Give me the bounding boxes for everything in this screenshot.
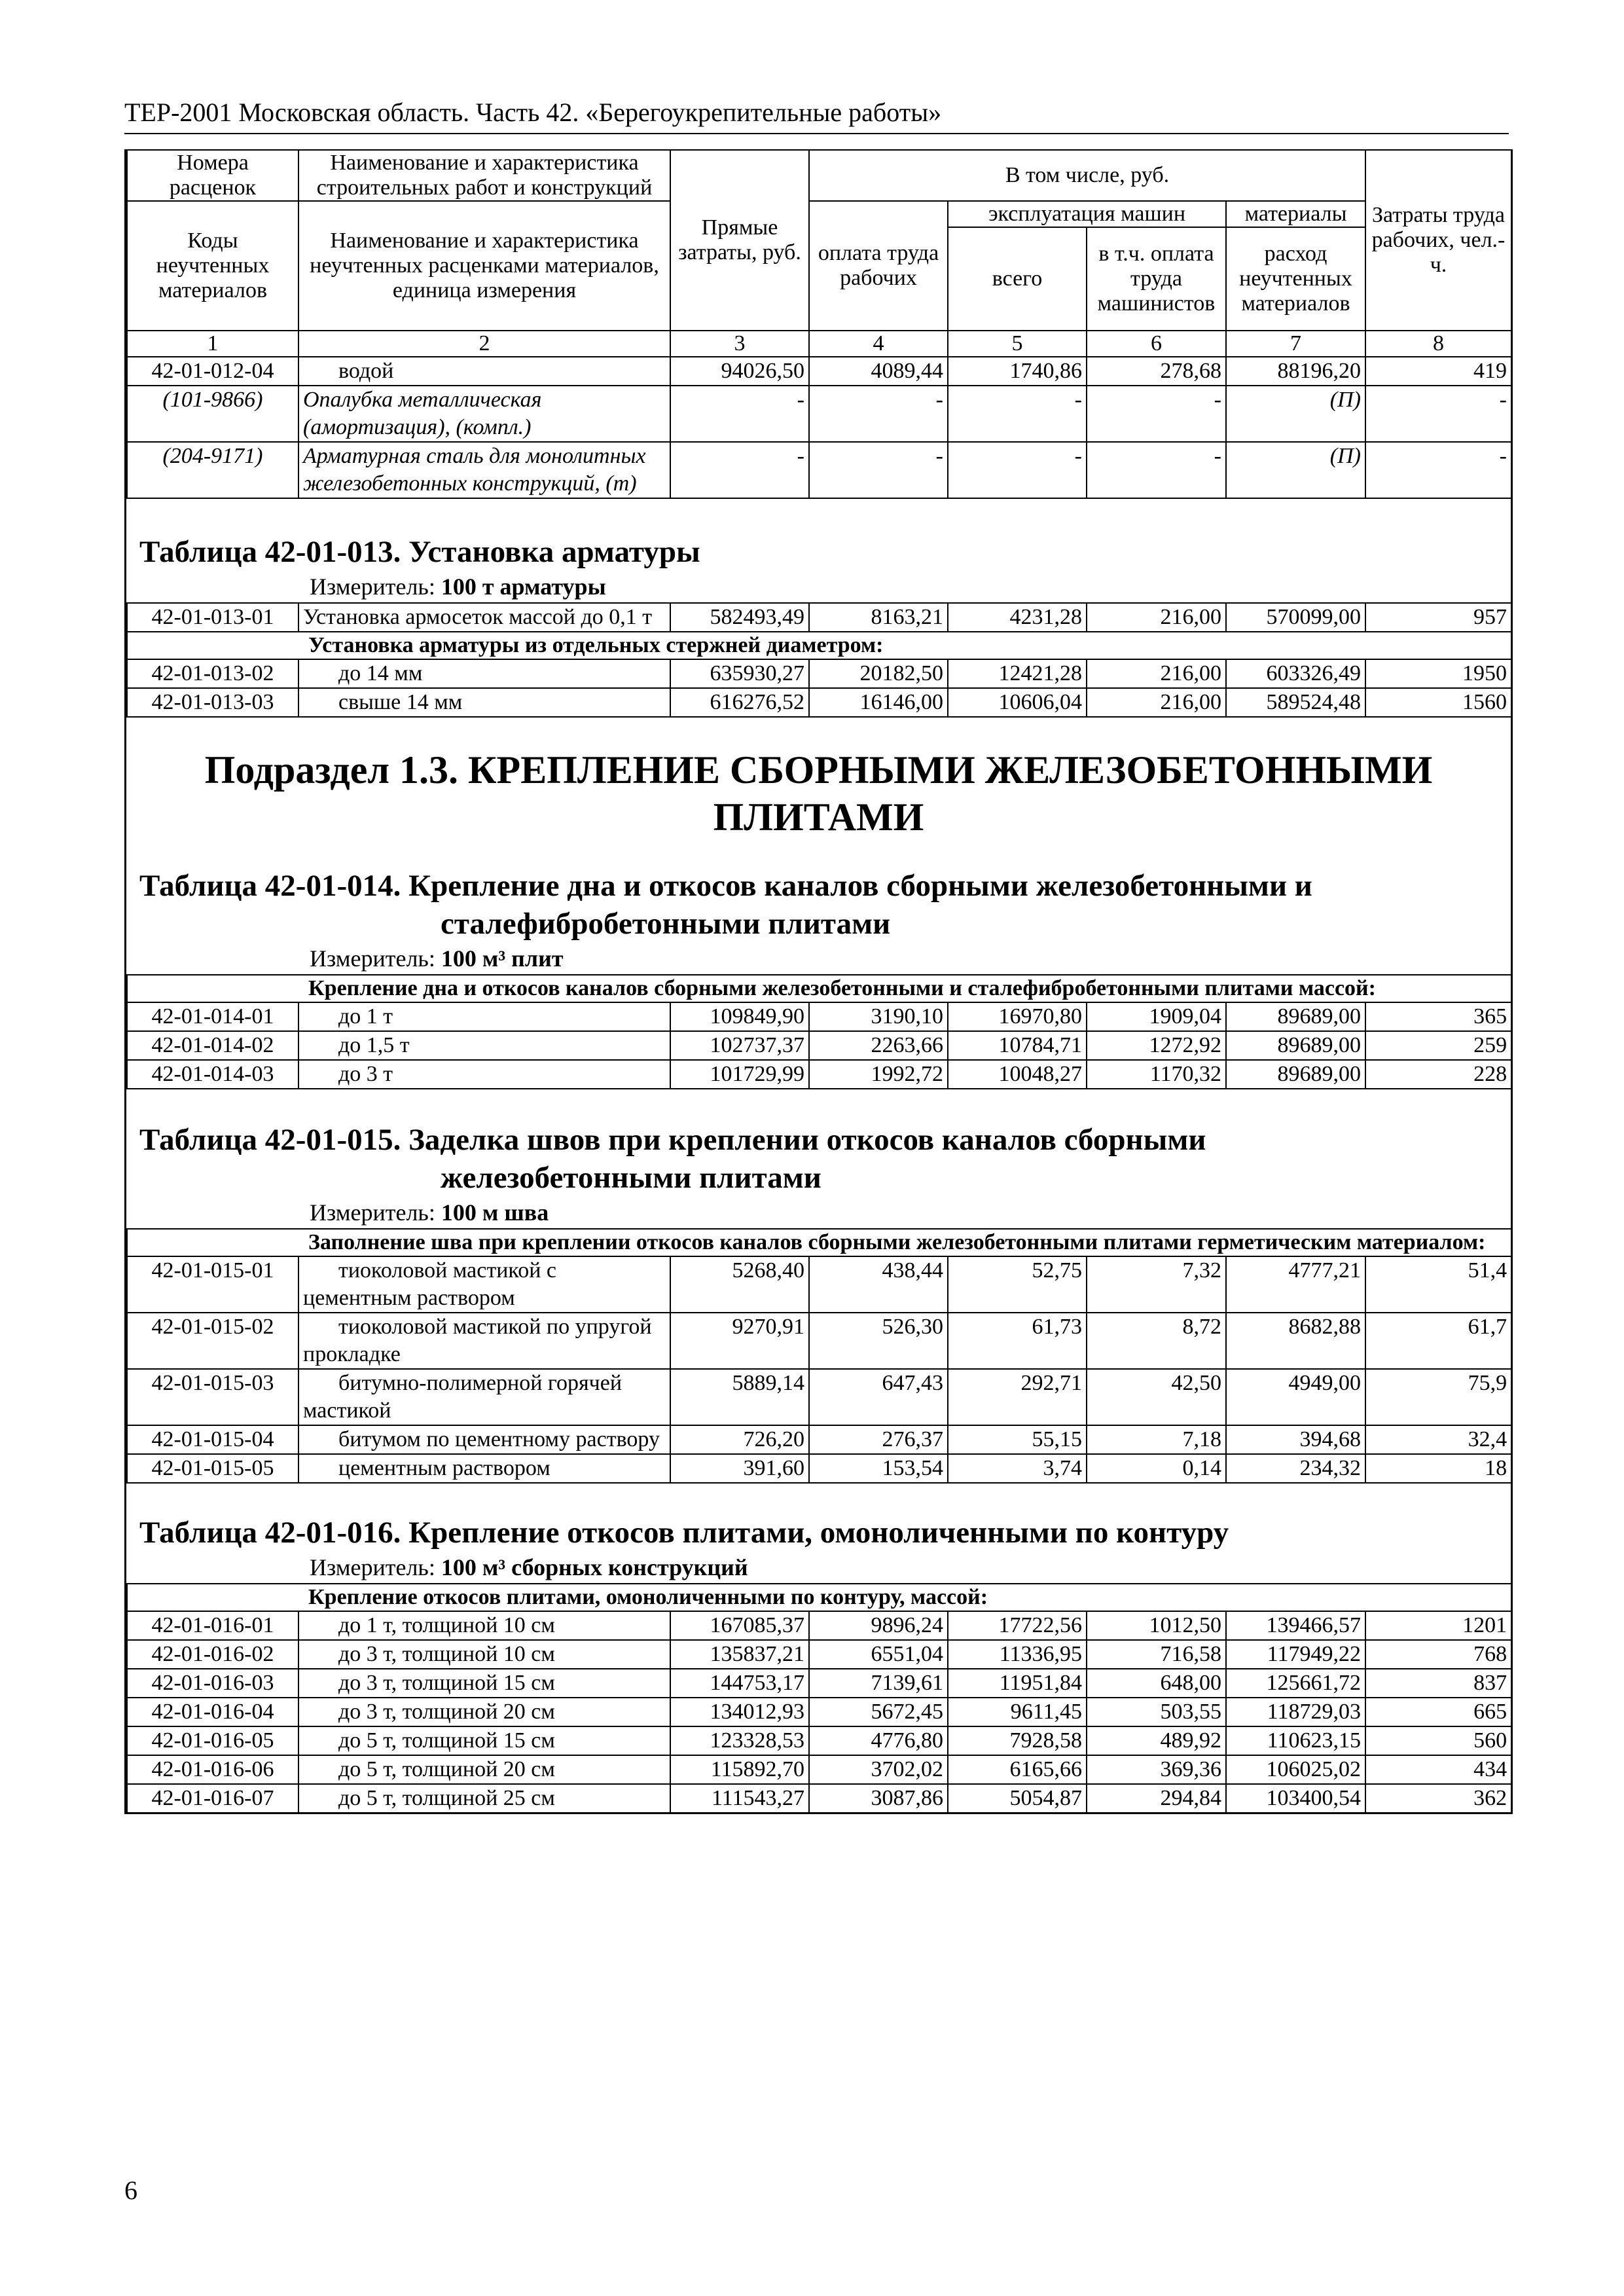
header-unaccounted-names: Наименование и характеристика неучтенных расценками материалов, единица измерения [298,201,670,331]
table-row: 42-01-015-03 битумно-полимерной горячей мастикой 5889,14 647,43 292,71 42,50 4949,00 75,9 [127,1369,1511,1425]
header-num-7: 7 [1226,331,1365,357]
table-row: 42-01-016-04 до 3 т, толщиной 20 см 134012,93 5672,45 9611,45 503,55 118729,03 665 [127,1698,1511,1726]
header-num-8: 8 [1365,331,1511,357]
header-num-6: 6 [1087,331,1226,357]
running-head: ТЕР-2001 Московская область. Часть 42. «Берегоукрепительные работы» [124,97,1509,134]
column-header [126,149,1512,357]
table-015 [126,1228,1512,1482]
header-machines: эксплуатация машин [948,201,1226,227]
header-machines-total: всего [948,227,1087,331]
table-015-title: Таблица 42-01-015. Заделка швов при креплении откосов каналов сборными железобетонными плитами [139,1123,1206,1195]
header-num-1: 1 [127,331,298,357]
table-row: 42-01-014-03 до 3 т 101729,99 1992,72 10048,27 1170,32 89689,00 228 [127,1060,1511,1088]
table-row: 42-01-016-07 до 5 т, толщиной 25 см 111543,27 3087,86 5054,87 294,84 103400,54 362 [127,1784,1511,1812]
table-015-measure: Измеритель: 100 м шва [310,1199,549,1226]
table-013-measure: Измеритель: 100 т арматуры [310,574,606,600]
page-number: 6 [124,2176,137,2205]
group-row: Установка арматуры из отдельных стержней диаметром: [127,632,1511,659]
table-012-continued [126,357,1512,498]
table-016-measure: Измеритель: 100 м³ сборных конструкций [310,1554,748,1580]
table-row: 42-01-014-02 до 1,5 т 102737,37 2263,66 10784,71 1272,92 89689,00 259 [127,1031,1511,1060]
header-codes: Номера расценок [127,150,298,201]
table-row: 42-01-015-02 тиоколовой мастикой по упругой прокладке 9270,91 526,30 61,73 8,72 8682,88 61,7 [127,1313,1511,1369]
header-num-5: 5 [948,331,1087,357]
table-014-title: Таблица 42-01-014. Крепление дна и откосов каналов сборными железобетонными и сталефибробетонными плитами [139,869,1312,941]
table-016-title: Таблица 42-01-016. Крепление откосов плитами, омоноличенными по контуру [139,1516,1229,1550]
table-row: 42-01-015-05 цементным раствором 391,60 153,54 3,74 0,14 234,32 18 [127,1454,1511,1482]
header-name: Наименование и характеристика строительных работ и конструкций [298,150,670,201]
section-title: Подраздел 1.3. КРЕПЛЕНИЕ СБОРНЫМИ ЖЕЛЕЗОБЕТОННЫМИ ПЛИТАМИ [204,748,1433,839]
table-row: 42-01-016-05 до 5 т, толщиной 15 см 123328,53 4776,80 7928,58 489,92 110623,15 560 [127,1726,1511,1755]
header-direct-costs: Прямые затраты, руб. [670,150,809,331]
table-row: 42-01-013-01 Установка армосеток массой до 0,1 т 582493,49 8163,21 4231,28 216,00 570099,00 957 [127,603,1511,632]
table-row: 42-01-013-02 до 14 мм 635930,27 20182,50 12421,28 216,00 603326,49 1950 [127,659,1511,688]
table-row: 42-01-016-03 до 3 т, толщиной 15 см 144753,17 7139,61 11951,84 648,00 125661,72 837 [127,1669,1511,1698]
header-materials: материалы [1226,201,1365,227]
group-row: Крепление дна и откосов каналов сборными железобетонными и сталефибробетонными плитами массой: [127,975,1511,1002]
price-tables [124,149,1513,1814]
table-014-measure: Измеритель: 100 м³ плит [310,945,564,972]
header-labor: Затраты труда рабочих, чел.-ч. [1365,150,1511,331]
header-num-4: 4 [809,331,948,357]
table-row: 42-01-015-04 битумом по цементному раствору 726,20 276,37 55,15 7,18 394,68 32,4 [127,1425,1511,1454]
table-row: 42-01-012-04 водой 94026,50 4089,44 1740,86 278,68 88196,20 419 [127,357,1511,386]
table-row: 42-01-016-01 до 1 т, толщиной 10 см 167085,37 9896,24 17722,56 1012,50 139466,57 1201 [127,1611,1511,1640]
table-row: 42-01-014-01 до 1 т 109849,90 3190,10 16970,80 1909,04 89689,00 365 [127,1002,1511,1031]
table-row: 42-01-016-06 до 5 т, толщиной 20 см 115892,70 3702,02 6165,66 369,36 106025,02 434 [127,1755,1511,1784]
group-row: Заполнение шва при креплении откосов каналов сборными железобетонными плитами герметическим материалом: [127,1229,1511,1256]
header-unaccounted-codes: Коды неучтенных материалов [127,201,298,331]
header-machinists: в т.ч. оплата труда машинистов [1087,227,1226,331]
table-014 [126,974,1512,1088]
table-row: 42-01-013-03 свыше 14 мм 616276,52 16146,00 10606,04 216,00 589524,48 1560 [127,688,1511,716]
header-materials-consumption: расход неучтенных материалов [1226,227,1365,331]
table-row: (101-9866) Опалубка металлическая (амортизация), (компл.) - - - - (П) - [127,386,1511,442]
table-row: (204-9171) Арматурная сталь для монолитных железобетонных конструкций, (т) - - - - (П) - [127,442,1511,498]
header-num-3: 3 [670,331,809,357]
table-row: 42-01-016-02 до 3 т, толщиной 10 см 135837,21 6551,04 11336,95 716,58 117949,22 768 [127,1640,1511,1669]
header-num-2: 2 [298,331,670,357]
table-016 [126,1583,1512,1812]
table-013-title: Таблица 42-01-013. Установка арматуры [139,535,700,569]
header-wages: оплата труда рабочих [809,201,948,331]
table-013 [126,602,1512,716]
group-row: Крепление откосов плитами, омоноличенными по контуру, массой: [127,1584,1511,1611]
header-including: В том числе, руб. [809,150,1365,201]
table-row: 42-01-015-01 тиоколовой мастикой с цементным раствором 5268,40 438,44 52,75 7,32 4777,21 51,4 [127,1256,1511,1313]
